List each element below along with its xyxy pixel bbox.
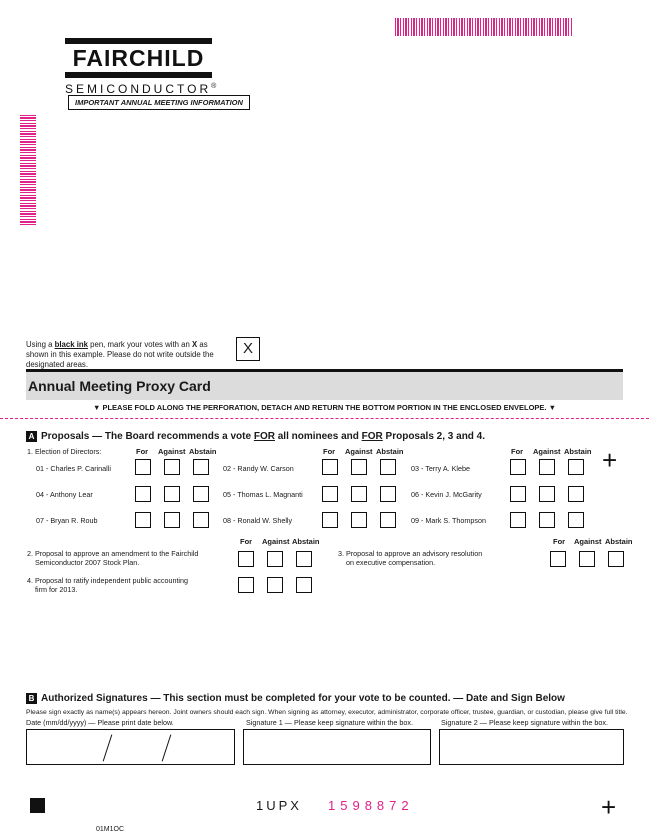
logo-sub-text: SEMICONDUCTOR — [65, 82, 212, 96]
col-against: Against — [262, 537, 290, 546]
control-number: 1598872 — [328, 798, 414, 813]
section-b-title — [26, 693, 565, 704]
vote-for-checkbox[interactable] — [322, 459, 338, 475]
signature-instructions: Please sign exactly as name(s) appears hereon. Joint owners should each sign. When signing as attorney, executor, administrator, corporate officer, trustee, guardian, or custodian, please give full title. — [26, 709, 628, 716]
control-code: 1UPX — [256, 798, 302, 813]
vote-against-checkbox[interactable] — [539, 512, 555, 528]
vote-abstain-checkbox[interactable] — [380, 459, 396, 475]
instr-mid: pen, mark your votes with an — [87, 340, 192, 349]
date-separator — [162, 734, 172, 761]
vote-against-checkbox[interactable] — [351, 512, 367, 528]
instr-pre: Using a — [26, 340, 55, 349]
side-barcode — [20, 115, 36, 225]
proposal-4-text — [27, 576, 188, 594]
col-for: For — [511, 447, 524, 456]
logo-name: FAIRCHILD — [72, 45, 205, 71]
col-for: For — [240, 537, 253, 546]
card-title: Annual Meeting Proxy Card — [28, 378, 211, 394]
example-mark-box: X — [236, 337, 260, 361]
col-for: For — [136, 447, 149, 456]
col-abstain: Abstain — [605, 537, 633, 546]
signature-2-field[interactable] — [439, 729, 624, 765]
proposal-2-line1: 2. Proposal to approve an amendment to the Fairchild — [27, 549, 199, 558]
nominee-label: 02 - Randy W. Carson — [223, 464, 294, 473]
vote-for-checkbox[interactable] — [510, 512, 526, 528]
down-arrow-icon: ▼ — [548, 403, 557, 412]
nominee-label: 07 - Bryan R. Roub — [36, 516, 98, 525]
section-a-title — [26, 431, 485, 442]
vote-against-checkbox[interactable] — [539, 459, 555, 475]
signature-2-label: Signature 2 — Please keep signature within the box. — [441, 718, 609, 727]
top-barcode — [395, 18, 573, 36]
section-a-title-post: Proposals 2, 3 and 4. — [382, 431, 486, 442]
proposal-2-against-checkbox[interactable] — [267, 551, 283, 567]
proposal-3-line2: on executive compensation. — [346, 558, 436, 567]
proposal-3-against-checkbox[interactable] — [579, 551, 595, 567]
col-for: For — [323, 447, 336, 456]
proposal-3-abstain-checkbox[interactable] — [608, 551, 624, 567]
proposal-4-for-checkbox[interactable] — [238, 577, 254, 593]
election-label: 1. Election of Directors: — [27, 447, 102, 456]
col-against: Against — [345, 447, 373, 456]
marking-instructions — [26, 340, 231, 370]
date-separator — [103, 734, 113, 761]
vote-against-checkbox[interactable] — [164, 486, 180, 502]
vote-against-checkbox[interactable] — [164, 459, 180, 475]
instr-post: as shown in this example. Please do not write outside the designated areas. — [26, 340, 214, 369]
nominee-label: 06 - Kevin J. McGarity — [411, 490, 482, 499]
nominee-label: 04 - Anthony Lear — [36, 490, 93, 499]
vote-abstain-checkbox[interactable] — [380, 512, 396, 528]
registration-square — [30, 798, 45, 813]
section-a-title-pre: Proposals — The Board recommends a vote — [41, 431, 254, 442]
vote-abstain-checkbox[interactable] — [568, 486, 584, 502]
col-abstain: Abstain — [292, 537, 320, 546]
proposal-2-abstain-checkbox[interactable] — [296, 551, 312, 567]
proposal-2-text — [27, 549, 198, 567]
instr-ink: black ink — [54, 340, 88, 349]
proposal-2-for-checkbox[interactable] — [238, 551, 254, 567]
proposal-3-text — [338, 549, 482, 567]
date-label: Date (mm/dd/yyyy) — Please print date below. — [26, 718, 174, 727]
vote-for-checkbox[interactable] — [322, 512, 338, 528]
form-code: 01M1OC — [96, 826, 125, 833]
company-logo — [65, 38, 217, 96]
vote-for-checkbox[interactable] — [135, 512, 151, 528]
section-a-for2: FOR — [361, 431, 383, 442]
meeting-info-label: IMPORTANT ANNUAL MEETING INFORMATION — [68, 95, 250, 110]
vote-abstain-checkbox[interactable] — [193, 486, 209, 502]
proposal-3-line1: 3. Proposal to approve an advisory resolution — [338, 549, 483, 558]
vote-abstain-checkbox[interactable] — [193, 512, 209, 528]
col-abstain: Abstain — [376, 447, 404, 456]
fold-instruction — [0, 403, 649, 412]
instr-x: X — [192, 340, 198, 349]
vote-for-checkbox[interactable] — [135, 459, 151, 475]
nominee-label: 03 - Terry A. Klebe — [411, 464, 470, 473]
down-arrow-icon: ▼ — [92, 403, 101, 412]
section-b-letter: B — [26, 693, 37, 704]
section-a-for1: FOR — [253, 431, 275, 442]
vote-abstain-checkbox[interactable] — [568, 459, 584, 475]
nominee-label: 05 - Thomas L. Magnanti — [223, 490, 303, 499]
proposal-3-for-checkbox[interactable] — [550, 551, 566, 567]
proposal-2-line2: Semiconductor 2007 Stock Plan. — [35, 558, 140, 567]
vote-against-checkbox[interactable] — [351, 486, 367, 502]
vote-abstain-checkbox[interactable] — [193, 459, 209, 475]
signature-1-label: Signature 1 — Please keep signature within the box. — [246, 718, 414, 727]
proposal-4-abstain-checkbox[interactable] — [296, 577, 312, 593]
registered-mark: ® — [211, 83, 217, 90]
vote-against-checkbox[interactable] — [351, 459, 367, 475]
proposal-4-line1: 4. Proposal to ratify independent public accounting — [27, 576, 189, 585]
nominee-label: 09 - Mark S. Thompson — [411, 516, 486, 525]
nominee-label: 01 - Charles P. Carinalli — [36, 464, 111, 473]
col-abstain: Abstain — [564, 447, 592, 456]
vote-abstain-checkbox[interactable] — [568, 512, 584, 528]
proposal-4-against-checkbox[interactable] — [267, 577, 283, 593]
vote-for-checkbox[interactable] — [510, 486, 526, 502]
section-a-title-mid: all nominees and — [274, 431, 362, 442]
col-against: Against — [158, 447, 186, 456]
registration-plus-icon: + — [601, 792, 617, 822]
registration-plus-icon: + — [602, 445, 618, 475]
col-for: For — [553, 537, 566, 546]
vote-for-checkbox[interactable] — [135, 486, 151, 502]
nominee-label: 08 - Ronald W. Shelly — [223, 516, 293, 525]
vote-abstain-checkbox[interactable] — [380, 486, 396, 502]
section-a-letter: A — [26, 431, 37, 442]
fold-text: PLEASE FOLD ALONG THE PERFORATION, DETACH AND RETURN THE BOTTOM PORTION IN THE ENCLOSED ENVELOPE. — [102, 403, 547, 412]
vote-against-checkbox[interactable] — [539, 486, 555, 502]
perforation-line — [0, 418, 649, 419]
logo-subtitle — [65, 80, 217, 96]
vote-against-checkbox[interactable] — [164, 512, 180, 528]
section-b-title-text: Authorized Signatures — This section must be completed for your vote to be counted. — Date and Sign Below — [41, 693, 565, 704]
date-field[interactable] — [26, 729, 235, 765]
vote-for-checkbox[interactable] — [322, 486, 338, 502]
col-against: Against — [574, 537, 602, 546]
col-abstain: Abstain — [189, 447, 217, 456]
vote-for-checkbox[interactable] — [510, 459, 526, 475]
signature-1-field[interactable] — [243, 729, 431, 765]
col-against: Against — [533, 447, 561, 456]
proposal-4-line2: firm for 2013. — [35, 585, 78, 594]
logo-bar-bottom — [65, 72, 212, 78]
card-header — [26, 369, 623, 400]
